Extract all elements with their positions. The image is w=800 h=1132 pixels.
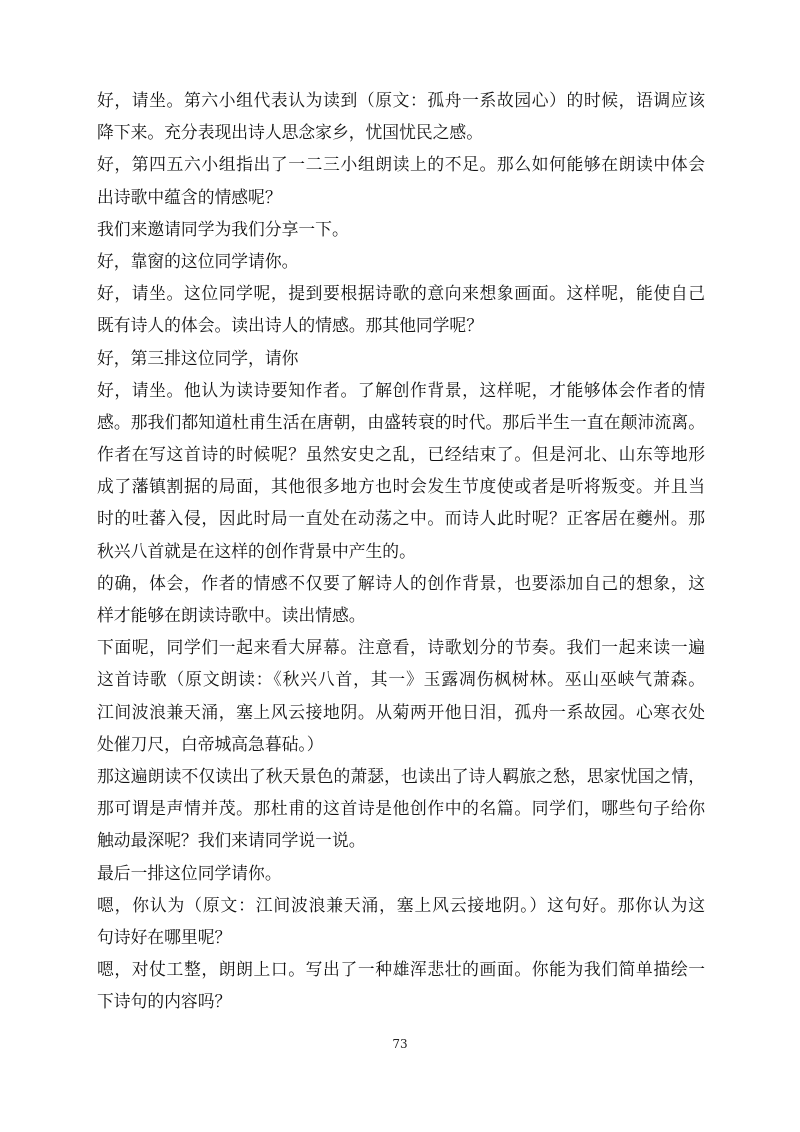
text-line: 那可谓是声情并茂。那杜甫的这首诗是他创作中的名篇。同学们，哪些句子给你 — [97, 798, 705, 819]
text-line: 成了藩镇割据的局面，其他很多地方也时会发生节度使或者是听将叛变。并且当 — [97, 476, 705, 497]
text-line: 处催刀尺，白帝城高急暮砧。） — [97, 733, 324, 754]
text-line: 嗯，对仗工整，朗朗上口。写出了一种雄浑悲壮的画面。你能为我们简单描绘一 — [97, 959, 705, 980]
paragraph — [97, 342, 705, 374]
paragraph — [97, 889, 705, 953]
text-line: 触动最深呢？我们来请同学说一说。 — [97, 830, 366, 851]
text-line: 好，请坐。他认为读诗要知作者。了解创作背景，这样呢，才能够体会作者的情 — [97, 379, 705, 400]
text-line: 好，靠窗的这位同学请你。 — [97, 250, 299, 271]
text-line: 这首诗歌（原文朗读：《秋兴八首，其一》玉露凋伤枫树林。巫山巫峡气萧森。 — [97, 669, 705, 690]
paragraph — [97, 631, 705, 760]
text-line: 既有诗人的体会。读出诗人的情感。那其他同学呢？ — [97, 315, 483, 336]
paragraph — [97, 953, 705, 1017]
text-line: 好，第三排这位同学，请你 — [97, 347, 299, 368]
text-line: 样才能够在朗读诗歌中。读出情感。 — [97, 605, 366, 625]
paragraph — [97, 245, 705, 277]
text-line: 下诗句的内容吗？ — [97, 991, 232, 1012]
text-line: 好，第四五六小组指出了一二三小组朗读上的不足。那么如何能够在朗读中体会 — [97, 154, 705, 175]
text-line: 那这遍朗读不仅读出了秋天景色的萧瑟，也读出了诗人羁旅之愁，思家忧国之情， — [97, 765, 705, 786]
text-line: 的确，体会，作者的情感不仅要了解诗人的创作背景，也要添加自己的想象，这 — [97, 572, 705, 593]
text-line: 降下来。充分表现出诗人思念家乡，忧国忧民之感。 — [97, 122, 483, 143]
paragraph — [97, 84, 705, 148]
text-line: 我们来邀请同学为我们分享一下。 — [97, 218, 349, 239]
text-line: 最后一排这位同学请你。 — [97, 862, 282, 883]
paragraph — [97, 567, 705, 631]
text-line: 好，请坐。这位同学呢，提到要根据诗歌的意向来想象画面。这样呢，能使自己 — [97, 283, 705, 304]
paragraph — [97, 277, 705, 341]
text-line: 秋兴八首就是在这样的创作背景中产生的。 — [97, 540, 416, 561]
paragraph — [97, 857, 705, 889]
text-line: 句诗好在哪里呢？ — [97, 926, 232, 947]
paragraph — [97, 213, 705, 245]
text-line: 感。那我们都知道杜甫生活在唐朝，由盛转衰的时代。那后半生一直在颠沛流离。 — [97, 411, 705, 432]
text-line: 嗯，你认为（原文：江间波浪兼天涌，塞上风云接地阴。）这句好。那你认为这 — [97, 894, 705, 915]
paragraph — [97, 760, 705, 857]
text-line: 时的吐蕃入侵，因此时局一直处在动荡之中。而诗人此时呢？正客居在夔州。那 — [97, 508, 705, 529]
paragraph — [97, 148, 705, 212]
text-line: 江间波浪兼天涌，塞上风云接地阴。从菊两开他日泪，孤舟一系故园。心寒衣处 — [97, 701, 705, 722]
paragraph — [97, 374, 705, 567]
text-line: 作者在写这首诗的时候呢？虽然安史之乱，已经结束了。但是河北、山东等地形 — [97, 444, 705, 465]
text-line: 下面呢，同学们一起来看大屏幕。注意看，诗歌划分的节奏。我们一起来读一遍 — [97, 637, 705, 658]
text-line: 好，请坐。第六小组代表认为读到（原文：孤舟一系故园心）的时候，语调应该 — [97, 90, 705, 110]
text-line: 出诗歌中蕴含的情感呢？ — [97, 186, 282, 207]
page-body — [97, 84, 705, 1017]
page-number: 73 — [392, 1037, 408, 1051]
